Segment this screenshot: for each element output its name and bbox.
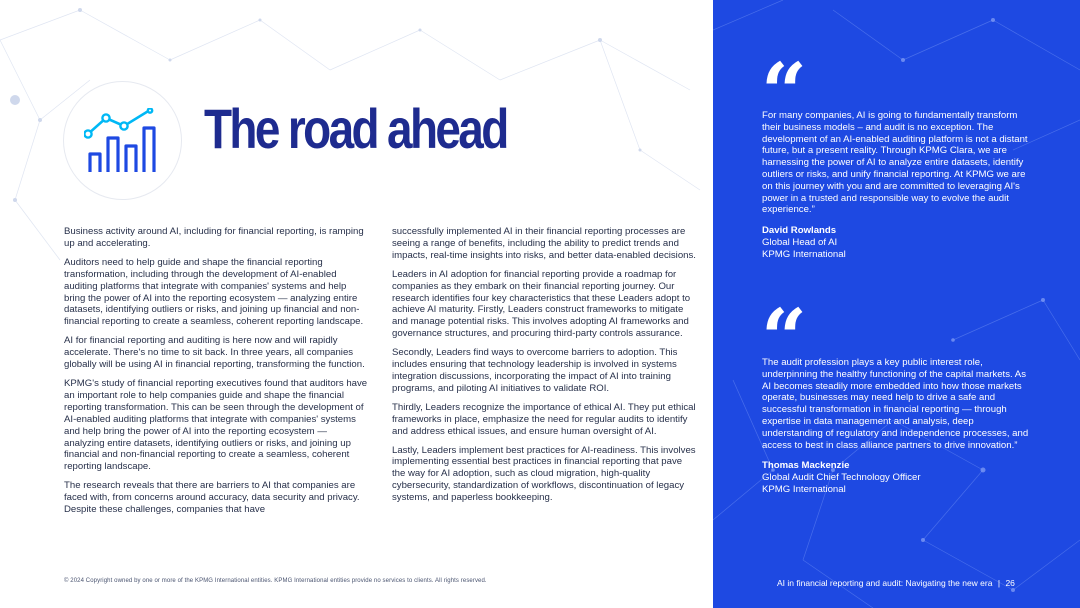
paragraph: successfully implemented AI in their financial reporting processes are seeing a range of benefits, including the ability to predict trends and impacts, real-time insights into risks, and better data-enabled decisions. <box>392 226 696 261</box>
title-icon-badge <box>64 82 181 199</box>
bar-chart-trend-icon <box>84 108 162 174</box>
quote-block-2 <box>762 357 1034 496</box>
quote-author-role: Global Head of AI <box>762 236 838 248</box>
quote-block-1 <box>762 110 1034 261</box>
paragraph: KPMG's study of financial reporting executives found that auditors have an important role to help companies guide and shape the financial reporting transformation. This can be seen through the development of AI-enabled auditing platforms that integrate with companies' systems and help bring the power of AI into the reporting ecosystem — analyzing entire datasets, identifying outliers or risks, and joining up financial and non-financial reporting to create a seamless, coherent reporting landscape. <box>64 377 368 473</box>
page-title: The road ahead <box>204 97 507 160</box>
quote-panel <box>713 0 1080 608</box>
document-title: AI in financial reporting and audit: Navigating the new era <box>777 578 993 588</box>
quote-text: For many companies, AI is going to fundamentally transform their business models – and audit is no exception. The development of an AI-enabled auditing platform is not a distant future, but a present reality. Through KPMG Clara, we are harnessing the power of AI to analyze entire datasets, identify outliers or risks, and unify financial reporting. At KPMG we are on this journey with you and are committed to leveraging AI's power in a trusted and responsible way to evolve the audit experience.” <box>762 110 1028 216</box>
paragraph: Business activity around AI, including for financial reporting, is ramping up and accelerating. <box>64 226 364 249</box>
body-column-1 <box>64 226 369 523</box>
quote-author-role: Global Audit Chief Technology Officer <box>762 472 921 484</box>
paragraph: Auditors need to help guide and shape the financial reporting transformation, including through the development of AI-enabled auditing platforms that integrate with companies' systems and help bring the power of AI into the reporting ecosystem — analyzing entire datasets, identifying outliers or risks, and joining up financial and non-financial reporting to create a seamless, coherent reporting landscape. <box>64 256 364 328</box>
paragraph: Lastly, Leaders implement best practices for AI-readiness. This involves implementing essential best practices in financial reporting that pave the way for AI adoption, such as cloud migration, high-quality cybersecurity, standardization of workflows, discontinuation of legacy systems, and paperless bookkeeping. <box>392 444 696 504</box>
page-number: 26 <box>1005 578 1015 588</box>
paragraph: AI for financial reporting and auditing is here now and will rapidly accelerate. There's no time to sit back. In three years, all companies globally will be using AI in financial reporting, transforming the function. <box>64 335 365 371</box>
quote-mark-icon: “ <box>761 45 808 139</box>
quote-author-name: Thomas Mackenzie <box>762 460 850 472</box>
body-column-2 <box>392 226 698 511</box>
footer-separator: | <box>997 578 1001 588</box>
quote-author-org: KPMG International <box>762 248 846 260</box>
quote-text: The audit profession plays a key public interest role, underpinning the healthy functioning of the capital markets. As AI becomes steadily more embedded into how those markets operate, businesses may need help to drive a safe and successful transformation in financial reporting — through expertise in data management and analysis, deep understanding of regulatory and independence processes, and access to best in class alliance partners to drive innovation.” <box>762 357 1029 451</box>
page-footer <box>777 578 1015 588</box>
paragraph: The research reveals that there are barriers to AI that companies are faced with, from concerns around accuracy, data security and privacy. Despite these challenges, companies that have <box>64 480 360 516</box>
quote-mark-icon: “ <box>761 291 808 385</box>
copyright-footer: © 2024 Copyright owned by one or more of the KPMG International entities. KPMG International entities provide no services to clients. All rights reserved. <box>64 578 487 584</box>
quote-author-org: KPMG International <box>762 483 846 495</box>
paragraph: Leaders in AI adoption for financial reporting provide a roadmap for companies as they embark on their financial reporting journey. Our research identifies four key characteristics that these Leaders adopt to achieve AI maturity. Firstly, Leaders construct frameworks to mitigate and manage potential risks. This involves adopting AI frameworks and governance structures, and procuring third-party controls assurance. <box>392 268 691 340</box>
paragraph: Secondly, Leaders find ways to overcome barriers to adoption. This includes ensuring that technology leadership is involved in systems integration discussions, incorporating the impact of AI into training programs, and piloting AI initiatives to validate ROI. <box>392 347 678 394</box>
quote-author-name: David Rowlands <box>762 225 837 237</box>
paragraph: Thirdly, Leaders recognize the importance of ethical AI. They put ethical frameworks in place, emphasize the need for regular audits to identify and address ethical issues, and ensure human oversight of AI. <box>392 401 696 437</box>
